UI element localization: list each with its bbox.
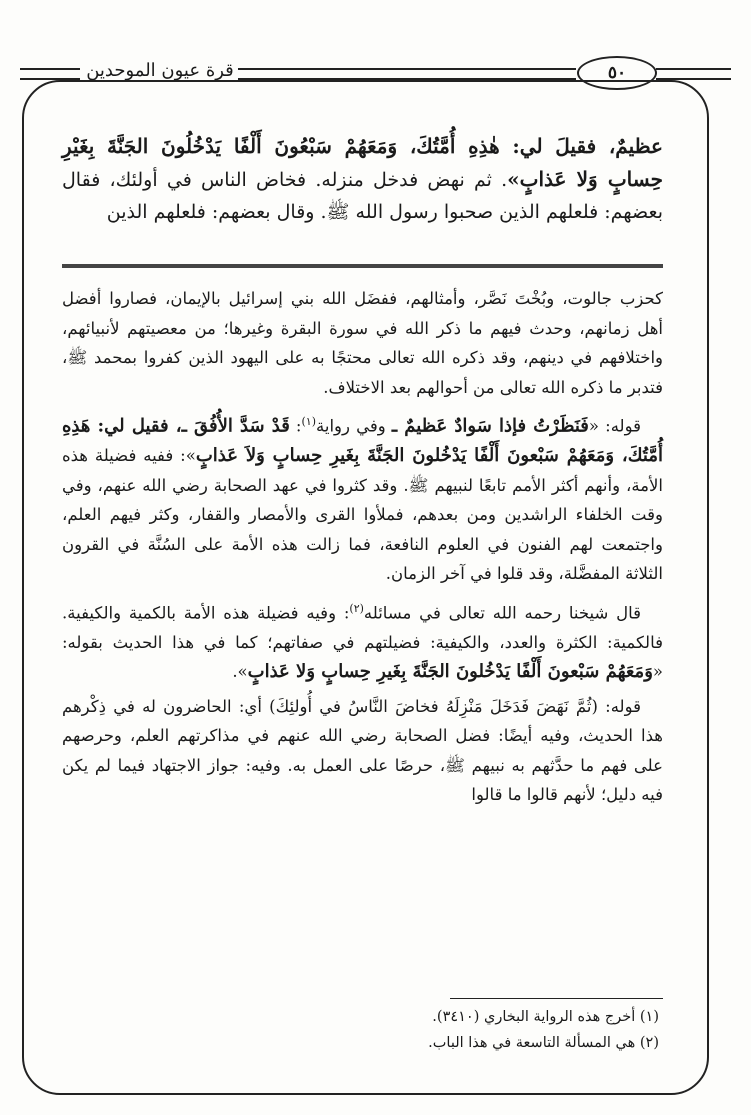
hadith-quote-bold: عظيمٌ، فقيلَ لي: هٰذِهِ أُمَّتُكَ، وَمَعَهُمْ سَبْعُونَ أَلْفًا يَدْخُلُونَ الجَنَّةَ بِغَيْرِ حِسابٍ وَلا عَذابٍ» xyxy=(62,134,663,191)
footnote-separator xyxy=(450,998,663,999)
p2-lead: قوله: « xyxy=(588,416,641,436)
running-title: قرة عيون الموحدين xyxy=(86,60,234,81)
hadith-continuation: . ثم نهض فدخل منزله. فخاض الناس في أولئك، فقال بعضهم: فلعلهم الذين صحبوا رسول الله ﷺ. وقال بعضهم: فلعلهم الذين xyxy=(62,169,663,223)
p3-text: : وفيه فضيلة هذه الأمة بالكمية والكيفية. فالكمية: الكثرة والعدد، والكيفية: فضيلتهم في صفاتهم؛ كما في هذا الحديث بقوله: « xyxy=(62,603,663,681)
footnotes xyxy=(62,1004,663,1056)
paragraph-4: قوله: (ثُمَّ نَهَضَ فَدَخَلَ مَنْزِلَهُ فخاضَ النَّاسُ في أُولئِكَ) أي: الحاضرون له في ذِكْرهم هذا الحديث، وفيه أيضًا: فضل الصحابة رضي الله عنهم في مذاكرتهم العلم، وحرصهم على فهم ما حدَّثهم به نبيهم ﷺ، حرصًا على العمل به. وفيه: جواز الاجتهاد فيما لم يكن فيه دليل؛ لأنهم قالوا ما قالوا xyxy=(62,696,663,804)
footnote-ref-1[interactable]: (١) xyxy=(301,415,317,428)
p2-mid: وفي رواية xyxy=(316,416,392,436)
header-rule-left xyxy=(20,68,80,80)
header-rule-right xyxy=(656,68,731,80)
continued-hadith-text xyxy=(62,130,663,228)
p2-bold-2: قَدْ سَدَّ الأُفُقَ ـ، فقيل لي: هَذِهِ أُمَّتُكَ، وَمَعَهُمْ سَبْعونَ أَلْفًا يَدْخُلونَ الجَنَّةَ بِغَيرِ حِسابٍ وَلاَ عَذابٍ xyxy=(62,415,663,466)
paragraph-1: كحزب جالوت، وبُخْتَ نَصَّر، وأمثالهم، ففضَل الله بني إسرائيل بالإيمان، فصاروا أفضل أهل زمانهم، وحدث فيهم ما ذكر الله في سورة البقرة وغيرها؛ من معصيتهم لأنبيائهم، واختلافهم في دينهم، وقد ذكره الله تعالى محتجًا به على اليهود الذين كفروا بمحمد ﷺ، فتدبر ما ذكره الله تعالى من أحوالهم بعد الاختلاف. xyxy=(62,289,663,397)
p3-lead: قال شيخنا رحمه الله تعالى في مسائله xyxy=(363,603,641,622)
p2-bold-1: فَنَظَرْتُ فإذا سَوادٌ عَظيمٌ ـ xyxy=(391,415,589,437)
p3-end: ». xyxy=(232,662,248,681)
paragraph-3 xyxy=(62,594,663,687)
p2-rest: »: ففيه فضيلة هذه الأمة، وأنهم أكثر الأمم تابعًا لنبيهم ﷺ. وقد كثروا في عهد الصحابة رضي الله عنهم، وفي وقت الخلفاء الراشدين ومن بعدهم، فملأوا القرى والأمصار والقفار، وكثر فيهم العلم، واجتمعت لهم الفنون في العلوم النافعة، فما زالت هذه الأمة على السُنَّة في القرون الثلاثة المفضَّلة، وقد قلوا في آخر الزمان. xyxy=(62,446,663,583)
section-separator xyxy=(62,264,663,268)
header-rule-middle xyxy=(238,68,576,80)
page-number: ٥٠ xyxy=(577,56,657,90)
paragraph-2 xyxy=(62,407,663,589)
p3-bold: وَمَعَهُمْ سَبْعونَ أَلْفًا يَدْخُلونَ الجَنَّةَ بِغَيرِ حِسابٍ وَلا عَذابٍ xyxy=(247,661,653,682)
footnote-2: (٢) هي المسألة التاسعة في هذا الباب. xyxy=(428,1035,659,1051)
p2-colon: : xyxy=(289,416,302,436)
commentary-body xyxy=(62,284,663,815)
footnote-1: (١) أخرج هذه الرواية البخاري (٣٤١٠). xyxy=(432,1009,659,1025)
footnote-ref-2[interactable]: (٢) xyxy=(349,601,364,615)
